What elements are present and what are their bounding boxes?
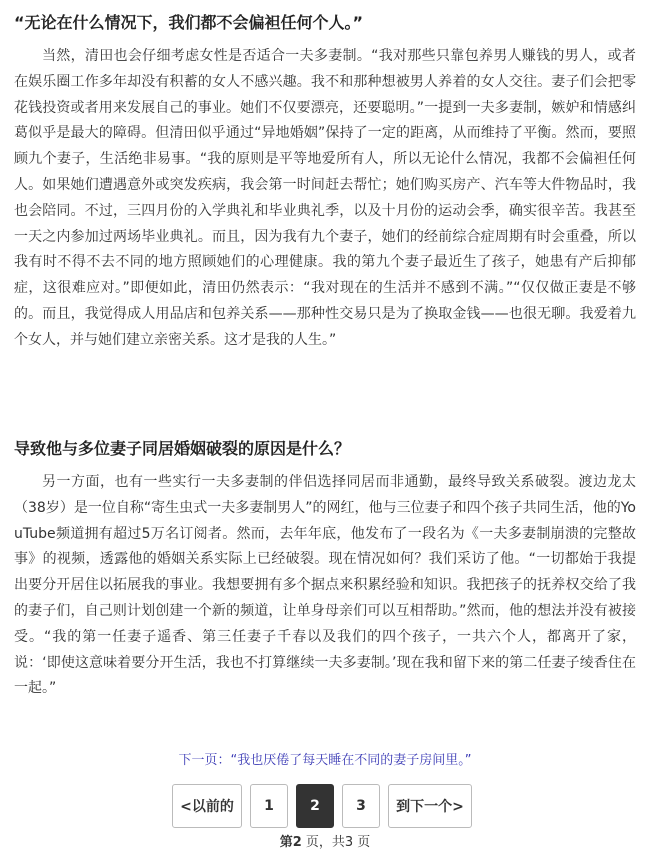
total-pages-label: 页，共3 页 [301, 835, 371, 850]
prev-page-button[interactable]: <以前的 [172, 784, 242, 828]
article-paragraph-2: 另一方面，也有一些实行一夫多妻制的伴侣选择同居而非通勤，最终导致关系破裂。渡边龙太（38岁）是一位自称“寄生虫式一夫多妻制男人”的网红，他与三位妻子和四个孩子共同生活，他的YouTube频道拥有超过5万名订阅者。然而，去年年底，他发布了一段名为《一夫多妻制崩溃的完整故事》的视频，透露他的婚姻关系实际上已经破裂。现在情况如何？我们采访了他。“一切都始于我提出要分开居住以拓展我的事业。我想要拥有多个据点来积累经验和知识。我把孩子的抚养权交给了我的妻子们，自己则计划创建一个新的频道，让单身母亲们可以互相帮助。”然而，他的想法并没有被接受。“我的第一任妻子遥香、第三任妻子千春以及我们的四个孩子，一共六个人，都离开了家，说：‘即使这意味着要分开生活，我也不打算继续一夫多妻制。’现在我和留下来的第二任妻子绫香住在一起。” [14, 474, 636, 697]
page-2-button[interactable]: 2 [296, 784, 334, 828]
current-page-label: 第2 [279, 835, 302, 850]
section-heading-2: 导致他与多位妻子同居婚姻破裂的原因是什么？ [14, 439, 351, 458]
page-info [0, 834, 650, 852]
section-heading-1: “无论在什么情况下，我们都不会偏袒任何个人。” [14, 13, 364, 32]
next-page-link[interactable]: 下一页：“我也厌倦了每天睡在不同的妻子房间里。” [178, 753, 472, 768]
pagination [172, 784, 472, 828]
next-page-button[interactable]: 到下一个> [388, 784, 472, 828]
page-3-button[interactable]: 3 [342, 784, 380, 828]
article-paragraph-1: 当然，清田也会仔细考虑女性是否适合一夫多妻制。“我对那些只靠包养男人赚钱的男人，或者在娱乐圈工作多年却没有积蓄的女人不感兴趣。我不和那种想被男人养着的女人交往。妻子们会把零花钱投资或者用来发展自己的事业。她们不仅要漂亮，还要聪明。”一提到一夫多妻制，嫉妒和情感纠葛似乎是最大的障碍。但清田似乎通过“异地婚姻”保持了一定的距离，从而维持了平衡。然而，要照顾九个妻子，生活绝非易事。“我的原则是平等地爱所有人，所以无论什么情况，我都不会偏袒任何人。如果她们遭遇意外或突发疾病，我会第一时间赶去帮忙；她们购买房产、汽车等大件物品时，我也会陪同。不过，三四月份的入学典礼和毕业典礼季，以及十月份的运动会季，确实很辛苦。我甚至一天之内参加过两场毕业典礼。而且，因为我有九个妻子，她们的经前综合症周期有时会重叠，所以我有时不得不去不同的地方照顾她们的心理健康。我的第九个妻子最近生了孩子，她患有产后抑郁症，这很难应对。”即便如此，清田仍然表示：“我对现在的生活并不感到不满。”“仅仅做正妻是不够的。而且，我觉得成人用品店和包养关系——那种性交易只是为了换取金钱——也很无聊。我爱着九个女人，并与她们建立亲密关系。这才是我的人生。” [14, 48, 636, 348]
page-1-button[interactable]: 1 [250, 784, 288, 828]
